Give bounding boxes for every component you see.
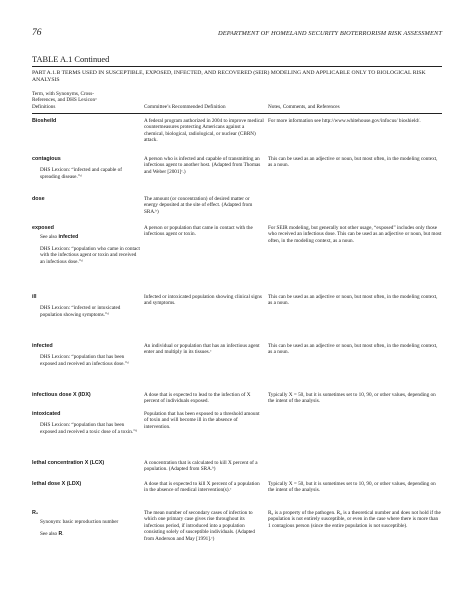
term: intoxicated bbox=[32, 411, 61, 417]
term: infectious dose X (IDX) bbox=[32, 392, 91, 398]
column-header-1 bbox=[32, 91, 140, 110]
notes-cell: Typically X = 50, but it is sometimes set to 10, 90, or other values, depending on the intent of the analysis. bbox=[268, 392, 436, 405]
definition-cell: The mean number of secondary cases of infection to which one primary case gives rise throughout its infectious period, if introduced into a population consisting solely of susceptible individuals. (Adapted from Anderson and May [1991].ᶜ) bbox=[144, 510, 255, 542]
dhs-lexicon: DHS Lexicon: “population that has been exposed and received an infectious dose.”ᵈ bbox=[40, 354, 129, 367]
term: Biosheild bbox=[32, 118, 57, 124]
definition-cell: A dose that is expected to lead to the infection of X percent of individuals exposed. bbox=[144, 392, 251, 405]
term-cell bbox=[32, 118, 140, 124]
col1-header-line-1: Term, with Synonyms, Cross- bbox=[32, 91, 95, 97]
col1-header-line-2: References, and DHS Lexiconᵃ bbox=[32, 97, 97, 104]
see-also bbox=[32, 531, 140, 537]
see-also-link[interactable]: R bbox=[58, 530, 63, 537]
page-number: 76 bbox=[32, 28, 42, 38]
notes-cell: For more information see http://www.whitehouse.gov/infocus/ bioshield/. bbox=[268, 118, 421, 124]
see-also-suffix: . bbox=[62, 530, 64, 537]
notes-cell: Typically X = 50, but it is sometimes set to 10, 90, or other values, depending on the intent of the analysis. bbox=[268, 481, 436, 494]
term: infected bbox=[32, 343, 53, 349]
col1-header-line-3: Definitions bbox=[32, 103, 56, 110]
term-cell bbox=[32, 343, 140, 367]
dhs-lexicon: DHS Lexicon: “population that has been exposed and received a toxic dose of a toxin.”ᵈ bbox=[40, 422, 138, 435]
running-header: DEPARTMENT OF HOMELAND SECURITY BIOTERRORISM RISK ASSESSMENT bbox=[218, 30, 442, 37]
term: dose bbox=[32, 196, 45, 202]
definition-cell: Infected or intoxicated population showing clinical signs and symptoms. bbox=[144, 294, 262, 307]
see-also bbox=[32, 234, 140, 240]
column-header-2: Committee’s Recommended Definition bbox=[144, 104, 226, 110]
term-cell bbox=[32, 294, 140, 318]
dhs-lexicon: DHS Lexicon: “infected or intoxicated population showing symptoms.”ᵈ bbox=[40, 305, 121, 318]
notes-cell: This can be used as an adjective or noun, but most often, in the modeling context, as a noun. bbox=[268, 294, 438, 307]
see-also-link[interactable]: infected bbox=[58, 234, 79, 241]
dhs-lexicon: DHS Lexicon: “population who came in contact with the infectious agent or toxin and received an infectious dose.”ᵈ bbox=[40, 245, 140, 265]
term-cell bbox=[32, 510, 140, 537]
rule-top bbox=[32, 66, 442, 67]
definition-cell: A person who is infected and capable of transmitting an infectious agent to another host. (Adapted from Thomas and Weber [2001]ᶜ.) bbox=[144, 156, 261, 175]
notes-cell: This can be used as an adjective or noun, but most often, in the modeling context, as a noun. bbox=[268, 343, 438, 356]
see-also-prefix: See also bbox=[40, 234, 59, 241]
term-cell bbox=[32, 196, 140, 202]
notes-cell: For SEIR modeling, but generally not other usage, “exposed” includes only those who received an infectious dose. This can be used as an adjective or noun, but most often, in the modeling context, as a noun. bbox=[268, 225, 442, 244]
notes-cell: R₀ is a property of the pathogen. R₀ is a theoretical number and does not hold if the population is not entirely susceptible, or even in the case where there is more than 1 contagious person (since the entire population is not susceptible). bbox=[268, 510, 441, 529]
term: lethal dose X (LDX) bbox=[32, 481, 82, 487]
part-title: PART A.1.B TERMS USED IN SUSCEPTIBLE, EXPOSED, INFECTED, AND RECOVERED (SEIR) MODELING AND APPLICABLE ONLY TO BIOLOGICAL RISK ANALYSIS bbox=[32, 70, 426, 83]
column-header-3: Notes, Comments, and References bbox=[268, 104, 340, 110]
term: lethal concentration X (LCX) bbox=[32, 460, 105, 466]
term-cell bbox=[32, 225, 140, 265]
term-cell bbox=[32, 411, 140, 435]
term: contagious bbox=[32, 156, 61, 162]
definition-cell: A dose that is expected to kill X percent of a population in the absence of medical intervention(s).ᶜ bbox=[144, 481, 260, 494]
term: R₀ bbox=[32, 510, 39, 516]
term-cell bbox=[32, 481, 140, 487]
term-cell bbox=[32, 392, 140, 398]
definition-cell: A federal program authorized in 2004 to improve medical countermeasures protecting Americans against a chemical, biological, radiological, or nuclear (CBRN) attack. bbox=[144, 118, 264, 144]
table-title: TABLE A.1 Continued bbox=[32, 55, 110, 64]
see-also-prefix: See also bbox=[40, 530, 59, 537]
definition-cell: A person or population that came in contact with the infectious agent or toxin. bbox=[144, 225, 253, 238]
dhs-lexicon: DHS Lexicon: “infected and capable of spreading disease.”ᵈ bbox=[40, 167, 122, 180]
term-cell bbox=[32, 156, 140, 180]
definition-cell: An individual or population that has an infectious agent enter and multiply in its tissues.ᶜ bbox=[144, 343, 260, 356]
term: ill bbox=[32, 294, 37, 300]
definition-cell: The amount (or concentration) of desired matter or energy deposited at the site of effect. (Adapted from SRA.ᵇ) bbox=[144, 196, 253, 215]
rule-header bbox=[32, 113, 442, 114]
term-cell bbox=[32, 460, 140, 466]
synonym: Synonym: basic reproduction number bbox=[40, 519, 119, 526]
definition-cell: A concentration that is calculated to kill X percent of a population. (Adapted from SRA.ᵇ) bbox=[144, 460, 258, 473]
notes-cell: This can be used as an adjective or noun, but most often, in the modeling context, as a noun. bbox=[268, 156, 438, 169]
definition-cell: Population that has been exposed to a threshold amount of toxin and will become ill in the absence of intervention. bbox=[144, 411, 260, 430]
term: exposed bbox=[32, 225, 54, 231]
